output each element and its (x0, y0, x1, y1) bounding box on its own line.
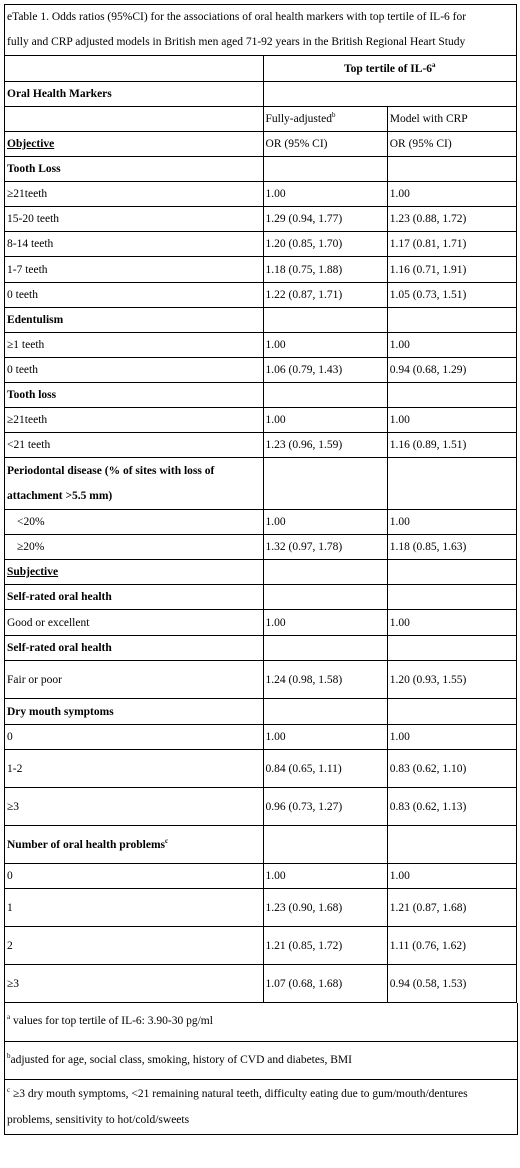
fully-adjusted-value: 1.23 (0.96, 1.59) (265, 439, 343, 451)
row-label-cell (5, 826, 264, 864)
table-row (5, 535, 517, 560)
row-label-cell (5, 788, 264, 826)
row-label-sup: c (165, 836, 169, 845)
row-label: Subjective (7, 566, 59, 578)
footnote-a-sup: a (7, 1013, 11, 1022)
document (4, 4, 517, 1135)
row-label-cell (5, 207, 264, 232)
row-label-cell (5, 750, 264, 788)
crp-model-value: 1.16 (0.71, 1.91) (389, 263, 467, 276)
odds-ratio-table (4, 4, 517, 1003)
crp-model-cell (387, 333, 516, 358)
table-row (5, 383, 517, 408)
table-row (5, 560, 517, 585)
fully-adjusted-cell (263, 535, 387, 560)
row-label: 0 teeth (7, 289, 38, 301)
fully-adjusted-value: 1.00 (265, 731, 286, 743)
fully-adjusted-cell (263, 889, 387, 927)
crp-model-value: 1.11 (0.76, 1.62) (389, 939, 466, 952)
table-row (5, 510, 517, 535)
title-line-2: fully and CRP adjusted models in British men aged 71-92 years in the British Regional Heart Study (7, 36, 466, 48)
header-objective (5, 132, 264, 157)
table-row (5, 433, 517, 458)
title-line-1: eTable 1. Odds ratios (95%CI) for the associations of oral health markers with top tertile of IL-6 for (7, 11, 467, 23)
row-label-cell (5, 333, 264, 358)
crp-model-cell (387, 283, 516, 308)
footnote-row-a (5, 1003, 518, 1041)
table-row (5, 889, 517, 927)
row-label-cell (5, 358, 264, 383)
crp-model-cell (387, 610, 516, 636)
fully-adjusted-value: 1.18 (0.75, 1.88) (265, 263, 343, 276)
crp-model-value: 1.00 (389, 870, 410, 882)
footnote-a-text: values for top tertile of IL-6: 3.90-30 pg/ml (10, 1015, 213, 1028)
crp-model-cell (387, 207, 516, 232)
table-row (5, 725, 517, 750)
row-label-cell (5, 927, 264, 965)
row-label-cell (5, 308, 264, 333)
fully-adjusted-value: 1.24 (0.98, 1.58) (265, 673, 343, 686)
fully-adjusted-cell (263, 965, 387, 1003)
crp-model-cell (387, 889, 516, 927)
row-label-cell (5, 610, 264, 636)
crp-model-cell (387, 458, 516, 510)
table-row (5, 358, 517, 383)
row-label: 15-20 teeth (7, 213, 60, 225)
row-label-cell (5, 458, 264, 510)
fully-adjusted-cell (263, 661, 387, 699)
crp-model-cell (387, 433, 516, 458)
fully-adjusted-cell (263, 927, 387, 965)
crp-model-cell (387, 725, 516, 750)
table-row (5, 458, 517, 510)
fully-adjusted-cell (263, 157, 387, 182)
row-label-cell (5, 699, 264, 725)
row-label: ≥20% (17, 541, 45, 553)
fully-adjusted-cell (263, 283, 387, 308)
footnote-row-b (5, 1041, 518, 1079)
row-label-cell (5, 535, 264, 560)
fully-adjusted-cell (263, 864, 387, 889)
fully-adjusted-cell (263, 433, 387, 458)
header-group-sup: a (432, 60, 436, 69)
header-or-fully (263, 132, 387, 157)
fully-adjusted-value: 1.23 (0.90, 1.68) (265, 901, 343, 914)
row-label-cell (5, 965, 264, 1003)
footnote-b (5, 1041, 518, 1079)
row-label-cell (5, 585, 264, 610)
table-row (5, 333, 517, 358)
row-label: ≥21teeth (7, 414, 48, 426)
header-or-crp (387, 132, 516, 157)
table-row (5, 661, 517, 699)
header-objective-row (5, 132, 517, 157)
fully-adjusted-value: 1.00 (265, 870, 286, 882)
crp-model-value: 0.94 (0.58, 1.53) (389, 977, 467, 990)
crp-model-value: 1.00 (389, 188, 410, 200)
fully-adjusted-value: 1.32 (0.97, 1.78) (265, 541, 343, 553)
crp-model-value: 1.00 (389, 339, 410, 351)
row-label: Self-rated oral health (7, 642, 112, 654)
fully-adjusted-cell (263, 788, 387, 826)
fully-adjusted-cell (263, 333, 387, 358)
crp-model-cell (387, 585, 516, 610)
header-group-cell (263, 56, 516, 82)
crp-model-cell (387, 750, 516, 788)
row-label-cell (5, 182, 264, 207)
crp-model-cell (387, 232, 516, 257)
crp-model-value: 0.83 (0.62, 1.10) (389, 762, 467, 775)
fully-adjusted-cell (263, 182, 387, 207)
row-label: 1-2 (7, 762, 23, 775)
table-row (5, 864, 517, 889)
header-col-fully (263, 107, 387, 132)
header-col-fully-sup: b (331, 111, 336, 120)
table-title (5, 5, 517, 56)
crp-model-value: 1.23 (0.88, 1.72) (389, 213, 467, 225)
row-label-cell (5, 283, 264, 308)
table-row (5, 927, 517, 965)
crp-model-value: 1.21 (0.87, 1.68) (389, 901, 467, 914)
fully-adjusted-cell (263, 257, 387, 283)
fully-adjusted-value: 1.00 (265, 188, 286, 200)
fully-adjusted-value: 1.00 (265, 516, 286, 528)
header-or-fully-label: OR (95% CI) (265, 138, 328, 150)
crp-model-cell (387, 535, 516, 560)
fully-adjusted-value: 1.00 (265, 616, 286, 629)
row-label-cell (5, 510, 264, 535)
table-row (5, 207, 517, 232)
row-label: <21 teeth (7, 439, 51, 451)
row-label: 0 (7, 870, 13, 882)
table-row (5, 788, 517, 826)
crp-model-value: 1.00 (389, 731, 410, 743)
crp-model-cell (387, 927, 516, 965)
table-row (5, 610, 517, 636)
table-row (5, 750, 517, 788)
fully-adjusted-cell (263, 699, 387, 725)
fully-adjusted-cell (263, 510, 387, 535)
header-or-crp-label: OR (95% CI) (389, 138, 452, 150)
header-columns-blank (5, 107, 264, 132)
row-label: Periodontal disease (% of sites with loss of attachment >5.5 mm) (7, 464, 215, 502)
row-label: ≥3 (7, 977, 20, 990)
fully-adjusted-value: 0.84 (0.65, 1.11) (265, 762, 342, 775)
row-label-cell (5, 661, 264, 699)
crp-model-cell (387, 636, 516, 661)
row-label: Edentulism (7, 314, 64, 326)
crp-model-cell (387, 383, 516, 408)
table-row (5, 308, 517, 333)
crp-model-value: 1.00 (389, 414, 410, 426)
crp-model-cell (387, 510, 516, 535)
fully-adjusted-cell (263, 725, 387, 750)
fully-adjusted-cell (263, 458, 387, 510)
row-label-cell (5, 889, 264, 927)
fully-adjusted-value: 1.29 (0.94, 1.77) (265, 213, 343, 225)
row-label: <20% (17, 516, 45, 528)
fully-adjusted-value: 1.06 (0.79, 1.43) (265, 364, 343, 376)
footnote-c-sup: c (7, 1085, 11, 1094)
header-col-fully-label: Fully-adjusted (265, 113, 332, 125)
crp-model-value: 1.05 (0.73, 1.51) (389, 289, 467, 301)
footnote-c-text: ≥3 dry mouth symptoms, <21 remaining natural teeth, difficulty eating due to gum/mouth/dentures problems, sensitivity to hot/cold/sweets (7, 1087, 468, 1126)
crp-model-value: 0.83 (0.62, 1.13) (389, 800, 467, 813)
fully-adjusted-cell (263, 408, 387, 433)
row-label-cell (5, 383, 264, 408)
crp-model-value: 1.18 (0.85, 1.63) (389, 541, 467, 553)
row-label-cell (5, 408, 264, 433)
table-row (5, 182, 517, 207)
title-row (5, 5, 517, 56)
fully-adjusted-value: 0.96 (0.73, 1.27) (265, 800, 343, 813)
table-row (5, 585, 517, 610)
crp-model-cell (387, 408, 516, 433)
crp-model-cell (387, 157, 516, 182)
footnote-c (5, 1079, 518, 1134)
row-label: ≥1 teeth (7, 339, 45, 351)
footnote-b-sup: b (7, 1051, 11, 1060)
fully-adjusted-cell (263, 358, 387, 383)
fully-adjusted-value: 1.20 (0.85, 1.70) (265, 238, 343, 250)
crp-model-cell (387, 358, 516, 383)
crp-model-value: 1.00 (389, 516, 410, 528)
crp-model-cell (387, 182, 516, 207)
fully-adjusted-value: 1.22 (0.87, 1.71) (265, 289, 343, 301)
row-label: Good or excellent (7, 616, 90, 629)
footnote-table (4, 1003, 518, 1135)
fully-adjusted-cell (263, 560, 387, 585)
row-label: Tooth loss (7, 389, 57, 401)
fully-adjusted-cell (263, 636, 387, 661)
table-row (5, 232, 517, 257)
row-label: 1 (7, 901, 13, 914)
row-label: Dry mouth symptoms (7, 705, 114, 718)
crp-model-cell (387, 864, 516, 889)
table-row (5, 826, 517, 864)
fully-adjusted-value: 1.00 (265, 339, 286, 351)
fully-adjusted-cell (263, 383, 387, 408)
table-row (5, 965, 517, 1003)
footnote-b-text: adjusted for age, social class, smoking, history of CVD and diabetes, BMI (10, 1053, 352, 1066)
fully-adjusted-value: 1.00 (265, 414, 286, 426)
header-columns-row (5, 107, 517, 132)
header-section-row (5, 82, 517, 107)
crp-model-value: 1.16 (0.89, 1.51) (389, 439, 467, 451)
header-col-crp-label: Model with CRP (389, 113, 468, 125)
row-label-cell (5, 560, 264, 585)
crp-model-cell (387, 826, 516, 864)
row-label: 0 teeth (7, 364, 38, 376)
crp-model-value: 0.94 (0.68, 1.29) (389, 364, 467, 376)
table-row (5, 283, 517, 308)
row-label: ≥3 (7, 800, 20, 813)
row-label-cell (5, 232, 264, 257)
row-label: 2 (7, 939, 13, 952)
crp-model-value: 1.20 (0.93, 1.55) (389, 673, 467, 686)
row-label-cell (5, 433, 264, 458)
header-objective-label: Objective (7, 138, 55, 150)
row-label-cell (5, 864, 264, 889)
crp-model-cell (387, 788, 516, 826)
row-label: ≥21teeth (7, 188, 48, 200)
footnote-row-c (5, 1079, 518, 1134)
fully-adjusted-value: 1.07 (0.68, 1.68) (265, 977, 343, 990)
crp-model-cell (387, 965, 516, 1003)
fully-adjusted-cell (263, 585, 387, 610)
row-label-cell (5, 257, 264, 283)
crp-model-value: 1.00 (389, 616, 410, 629)
footnote-a (5, 1003, 518, 1041)
row-label: 8-14 teeth (7, 238, 54, 250)
header-section-cell (5, 82, 264, 107)
crp-model-cell (387, 308, 516, 333)
header-group-label: Top tertile of IL-6 (343, 62, 433, 75)
table-row (5, 699, 517, 725)
header-section-label: Oral Health Markers (7, 88, 112, 100)
crp-model-cell (387, 699, 516, 725)
fully-adjusted-value: 1.21 (0.85, 1.72) (265, 939, 343, 952)
fully-adjusted-cell (263, 750, 387, 788)
row-label-cell (5, 725, 264, 750)
table-row (5, 408, 517, 433)
row-label: Fair or poor (7, 673, 62, 686)
table-row (5, 257, 517, 283)
row-label-cell (5, 157, 264, 182)
fully-adjusted-cell (263, 308, 387, 333)
row-label: Number of oral health problems (7, 838, 166, 851)
row-label: Self-rated oral health (7, 591, 112, 603)
fully-adjusted-cell (263, 826, 387, 864)
header-col-crp (387, 107, 516, 132)
crp-model-cell (387, 560, 516, 585)
row-label: 1-7 teeth (7, 263, 48, 276)
row-label-cell (5, 636, 264, 661)
fully-adjusted-cell (263, 610, 387, 636)
crp-model-cell (387, 661, 516, 699)
table-row (5, 157, 517, 182)
header-blank-cell (263, 82, 516, 107)
crp-model-value: 1.17 (0.81, 1.71) (389, 238, 467, 250)
row-label: 0 (7, 731, 13, 743)
fully-adjusted-cell (263, 232, 387, 257)
fully-adjusted-cell (263, 207, 387, 232)
row-label: Tooth Loss (7, 163, 61, 175)
crp-model-cell (387, 257, 516, 283)
table-row (5, 636, 517, 661)
header-empty-cell (5, 56, 264, 82)
header-group-row (5, 56, 517, 82)
